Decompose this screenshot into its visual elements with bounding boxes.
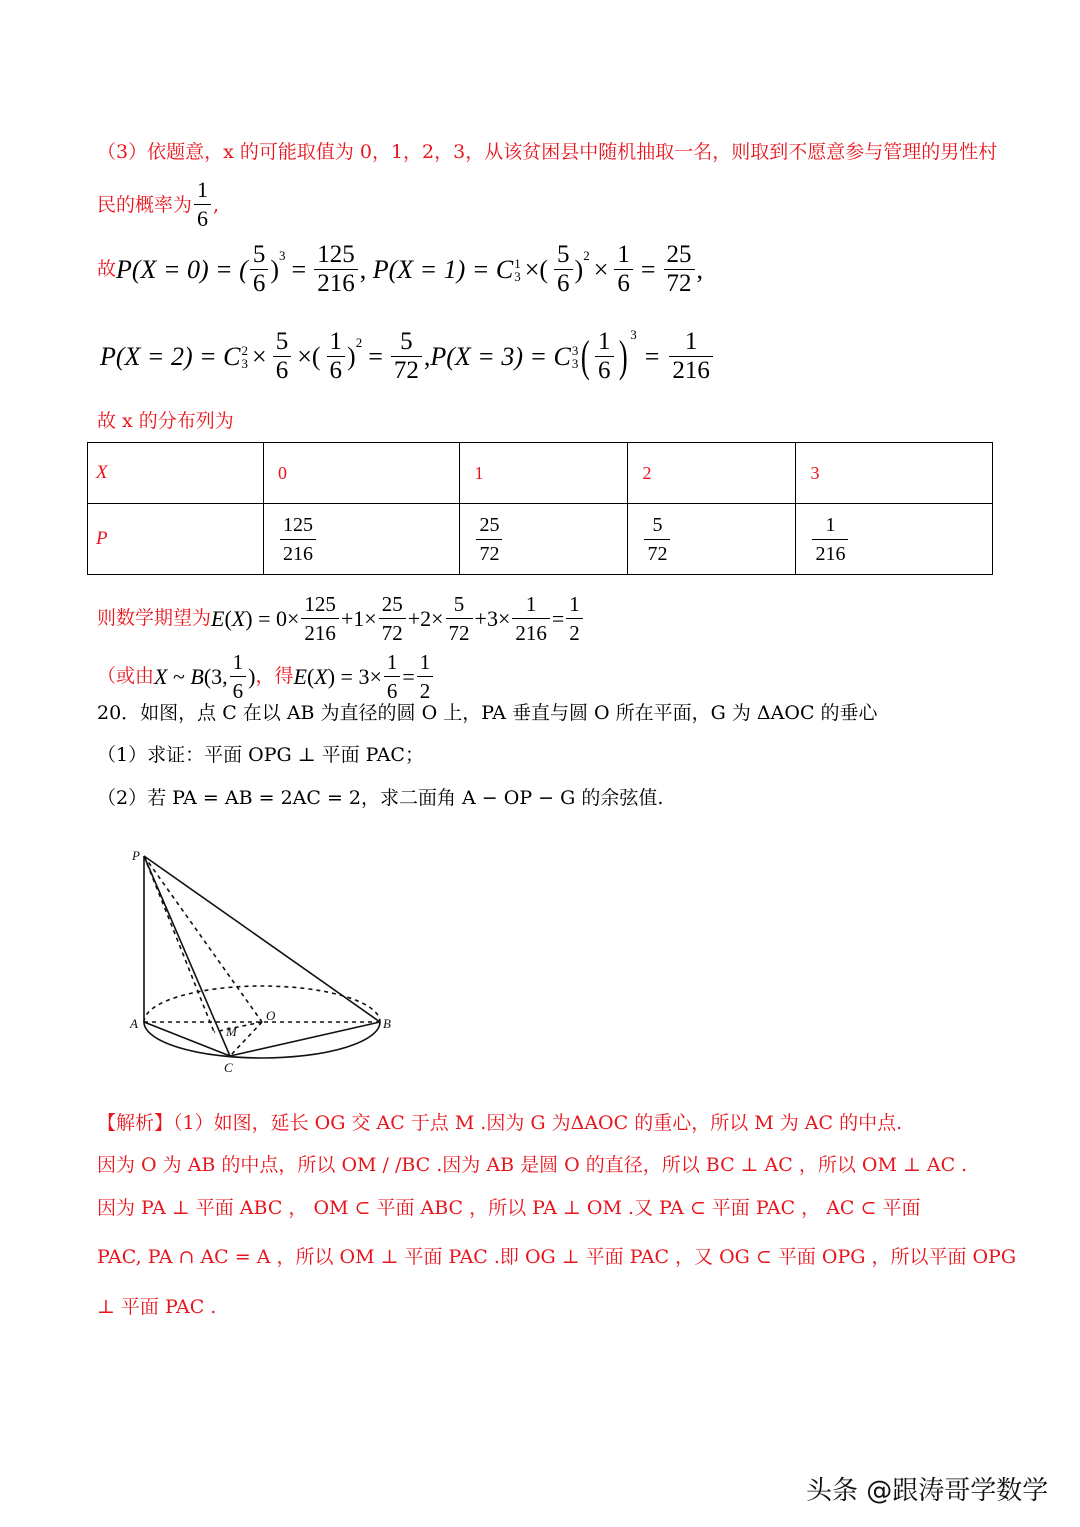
formula-2-lhs: P(X = 1) = C — [372, 254, 514, 284]
f1-frac-num: 5 — [250, 241, 269, 270]
expectation-alt-line: （或由 X ~ B (3, $\frac{1}{6}$ ) ，得 E ( X ) = 3× $\frac{1}{6}$ = $\frac{1}{2}$ — [97, 648, 435, 705]
table-cell: 1 — [460, 443, 628, 504]
table-header-x: X — [88, 443, 264, 504]
exp-frac-1-den: 72 — [381, 621, 403, 645]
prob-3 — [812, 511, 848, 568]
f4-frac-den: 6 — [598, 357, 611, 384]
prob-1 — [476, 511, 502, 568]
table-cell — [796, 504, 993, 575]
alt-result — [417, 648, 434, 705]
distribution-table — [87, 442, 993, 575]
table-cell — [460, 504, 628, 575]
label-a: A — [130, 1016, 138, 1031]
f4-frac-num: 1 — [595, 328, 614, 357]
f1-result — [314, 241, 358, 298]
label-m: M — [226, 1024, 237, 1039]
f2-frac2-num: 1 — [614, 241, 633, 270]
exp-frac-3 — [512, 590, 550, 647]
f4-res-num: 1 — [669, 328, 713, 357]
prob-0 — [280, 511, 316, 568]
table-row — [88, 443, 993, 504]
f2-frac2-den: 6 — [617, 270, 630, 297]
f1-exp: 3 — [279, 247, 286, 263]
prob-2 — [644, 511, 670, 568]
exp-frac-3-den: 216 — [515, 621, 547, 645]
solution-line-1 — [97, 1110, 902, 1136]
f2-frac1-den: 6 — [557, 270, 570, 297]
dist-intro: 故 x 的分布列为 — [97, 410, 234, 432]
prob-3-num: 1 — [812, 511, 848, 540]
f2-res-den: 72 — [666, 270, 692, 297]
label-b: B — [383, 1016, 391, 1031]
geometry-figure — [120, 840, 410, 1080]
solution-line-3: 因为 PA ⊥ 平面 ABC ， OM ⊂ 平面 ABC ，所以 PA ⊥ OM .又 PA ⊂ 平面 PAC ， AC ⊂ 平面 — [97, 1197, 921, 1219]
solution-line-5: ⊥ 平面 PAC . — [97, 1296, 217, 1318]
prob-2-num: 5 — [644, 511, 670, 540]
f2-frac2 — [614, 241, 633, 298]
gu-label: 故 — [97, 258, 117, 280]
alt-result-num: 1 — [417, 648, 434, 677]
label-c: C — [224, 1060, 233, 1075]
expectation-pre: 则数学期望为 — [97, 607, 212, 629]
solution-l1: （1）如图，延长 OG 交 AC 于点 M .因为 G 为ΔAOC 的重心，所以 M 为 AC 的中点. — [173, 1112, 903, 1134]
exp-result — [566, 590, 583, 647]
prob-0-den: 216 — [283, 542, 313, 565]
table-cell — [628, 504, 796, 575]
f4-res-den: 216 — [672, 357, 710, 384]
alt-frac-num: 1 — [230, 648, 247, 677]
prob-3-den: 216 — [815, 542, 846, 565]
table-cell: 2 — [628, 443, 796, 504]
f4-result — [669, 328, 713, 385]
table-row — [88, 504, 993, 575]
exp-frac-0 — [301, 590, 339, 647]
formula-1-lhs: P(X = 0) = ( — [116, 254, 248, 284]
prob-0-num: 125 — [280, 511, 316, 540]
exp-frac-1-num: 25 — [379, 590, 406, 619]
prob-1-den: 72 — [479, 542, 500, 565]
alt-frac2-num: 1 — [384, 648, 401, 677]
alt-result-den: 2 — [419, 679, 431, 703]
formula-3-lhs: P(X = 2) = C — [100, 341, 241, 371]
prob-2-den: 72 — [647, 542, 668, 565]
watermark: 头条 @跟涛哥学数学 — [806, 1476, 1049, 1506]
alt-frac2 — [384, 648, 401, 705]
edge-po — [144, 856, 262, 1022]
table-header-p: P — [88, 504, 264, 575]
table-cell: 3 — [796, 443, 993, 504]
f3-frac1 — [273, 328, 292, 385]
f3-frac1-num: 5 — [273, 328, 292, 357]
f1-res-den: 216 — [317, 270, 355, 297]
part3-line2 — [97, 176, 219, 233]
prob-num: 1 — [194, 176, 211, 205]
f3-frac2-den: 6 — [329, 357, 343, 384]
part3-line1: （3）依题意，x 的可能取值为 0，1，2，3，从该贫困县中随机抽取一名，则取到不愿意参与管理的男性村 — [97, 141, 998, 163]
q20-sub2: （2）若 PA = AB = 2AC = 2，求二面角 A − OP − G 的余弦值. — [97, 787, 664, 809]
alt-frac-den: 6 — [232, 679, 244, 703]
f3-frac2-num: 1 — [327, 328, 346, 357]
f4-frac — [595, 328, 614, 385]
ellipse-back — [144, 986, 380, 1022]
prob-den: 6 — [197, 206, 209, 231]
label-p: P — [132, 848, 140, 863]
exp-frac-2-num: 5 — [446, 590, 473, 619]
formula-4-lhs: P(X = 3) = C — [430, 341, 571, 371]
solution-tag: 【解析】 — [97, 1112, 174, 1134]
formula-line-2: P(X = 2) = C 2 3 × $\frac{5}{6}$ ×( $\frac{1}{6}$ ) $^2$ = $\frac{5}{72}$ , P(X = 3) = C 3 3 ( $\frac{1}{6}$ ) $^3$ = $\frac{1}{216}$ — [100, 328, 715, 385]
f3-res-den: 72 — [393, 357, 419, 384]
f2-frac1 — [554, 241, 573, 298]
f3-frac1-den: 6 — [275, 357, 289, 384]
prob-fraction — [194, 176, 211, 233]
prob-1-num: 25 — [476, 511, 502, 540]
f3-frac2 — [327, 328, 346, 385]
exp-frac-2 — [446, 590, 473, 647]
exp-frac-3-num: 1 — [512, 590, 550, 619]
exp-result-den: 2 — [569, 621, 580, 645]
exp-frac-0-num: 125 — [301, 590, 339, 619]
f1-frac — [250, 241, 269, 298]
solution-line-4: PAC, PA ∩ AC = A ，所以 OM ⊥ 平面 PAC .即 OG ⊥ 平面 PAC ，又 OG ⊂ 平面 OPG ，所以平面 OPG — [97, 1246, 1017, 1268]
expectation-line: 则数学期望为 E ( X ) = 0× $\frac{125}{216}$ +1× $\frac{25}{72}$ +2× $\frac{5}{72}$ +3× $\frac{1}{216}$ = $\frac{1}{2}$ — [97, 590, 585, 647]
f3-result — [391, 328, 422, 385]
solution-line-2: 因为 O 为 AB 的中点，所以 OM / /BC .因为 AB 是圆 O 的直径，所以 BC ⊥ AC ，所以 OM ⊥ AC . — [97, 1154, 968, 1176]
f1-res-num: 125 — [314, 241, 358, 270]
alt-mid: ，得 — [255, 665, 294, 687]
f2-frac1-num: 5 — [554, 241, 573, 270]
alt-frac — [230, 648, 247, 705]
edge-cb — [230, 1022, 380, 1056]
comma: , — [213, 193, 220, 216]
f3-res-num: 5 — [391, 328, 422, 357]
part3-line2-text: 民的概率为 — [97, 193, 193, 216]
formula-line-1: 故 P(X = 0) = ( $\frac{5}{6}$ ) $^3$ = $\frac{125}{216}$ , P(X = 1) = C 1 3 ×( $\frac{5}{6}$ ) $^2$ × $\frac{1}{6}$ = $\frac{25}{72}$ , — [97, 241, 704, 297]
exp-result-num: 1 — [566, 590, 583, 619]
f1-frac-den: 6 — [252, 270, 266, 297]
exp-frac-1 — [379, 590, 406, 647]
q20-title: 20．如图，点 C 在以 AB 为直径的圆 O 上，PA 垂直与圆 O 所在平面，G 为 ΔAOC 的垂心 — [97, 702, 878, 724]
f2-result — [664, 241, 695, 298]
ellipse-front — [144, 1022, 380, 1058]
table-cell: 0 — [264, 443, 460, 504]
f2-res-num: 25 — [664, 241, 695, 270]
q20-sub1: （1）求证：平面 OPG ⊥ 平面 PAC； — [97, 744, 424, 766]
alt-frac2-den: 6 — [386, 679, 398, 703]
label-o: O — [266, 1008, 276, 1023]
exp-frac-2-den: 72 — [448, 621, 470, 645]
alt-pre: （或由 — [97, 665, 155, 687]
exp-frac-0-den: 216 — [304, 621, 336, 645]
table-cell — [264, 504, 460, 575]
